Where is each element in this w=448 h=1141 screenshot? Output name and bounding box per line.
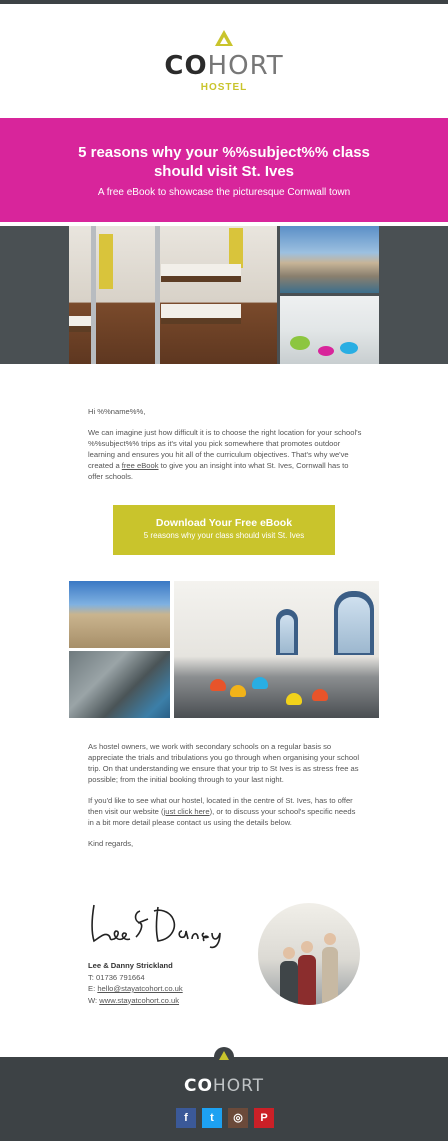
contact-website-link[interactable]: www.stayatcohort.co.uk xyxy=(99,995,180,1005)
hero-title: 5 reasons why your %%subject%% class should visit St. Ives xyxy=(78,144,370,180)
owners-paragraph: As hostel owners, we work with secondary schools on a regular basis so appreciate the trials and tribulations you go through when organising your school trip. On that understanding we ensure that your trip to St Ives is as stress free as possible; from the initial booking through to your last night. xyxy=(88,742,360,784)
contact-details: Lee & Danny Strickland T: 01736 791664 E: hello@stayatcohort.co.uk W: www.stayatcohort.co.uk xyxy=(88,961,183,1005)
instagram-icon[interactable]: ◎ xyxy=(228,1108,248,1128)
logo-wordmark xyxy=(0,52,448,80)
footer xyxy=(0,1057,448,1141)
download-ebook-button[interactable] xyxy=(113,505,335,555)
logo-triangle-icon xyxy=(215,30,233,46)
hero-banner xyxy=(0,118,448,222)
twitter-icon[interactable]: t xyxy=(202,1108,222,1128)
contact-email-link[interactable]: hello@stayatcohort.co.uk xyxy=(97,984,183,993)
bunk-room-photo xyxy=(69,226,277,364)
footer-triangle-icon xyxy=(214,1047,234,1067)
hostel-hall-photo xyxy=(174,581,379,718)
hero-subtitle: A free eBook to showcase the picturesque Cornwall town xyxy=(97,187,351,198)
pinterest-icon[interactable]: P xyxy=(254,1108,274,1128)
logo-co: CO xyxy=(164,51,208,81)
free-ebook-link[interactable]: free eBook xyxy=(121,461,159,470)
intro-paragraph: We can imagine just how difficult it is to choose the right location for your school's %%subject%% trips as it's vital you pick somewhere that promotes outdoor learning and ensures you hit all of the curriculum objectives. That's why we've created a free eBook to give you an insight into what St. Ives, Cornwall has to offer schools. xyxy=(88,428,362,481)
logo-hort: HORT xyxy=(207,51,284,81)
owners-portrait-photo xyxy=(258,903,360,1005)
contact-name: Lee & Danny Strickland xyxy=(88,961,173,970)
facebook-icon[interactable]: f xyxy=(176,1108,196,1128)
logo-subtitle: HOSTEL xyxy=(200,82,248,93)
handwritten-signature xyxy=(88,897,228,949)
rock-climbing-photo xyxy=(69,651,170,718)
header-logo[interactable] xyxy=(0,30,448,93)
contact-phone: 01736 791664 xyxy=(96,972,145,982)
greeting: Hi %%name%%, xyxy=(88,407,146,416)
photo-gallery xyxy=(0,226,448,364)
website-link[interactable]: just click here xyxy=(163,807,210,816)
website-paragraph: If you'd like to see what our hostel, located in the centre of St. Ives, has to offer then visit our website (just click here), or to discuss your school's specific needs in a bit more detail please contact us using the details below. xyxy=(88,796,356,827)
cta-subtitle: 5 reasons why your class should visit St. Ives xyxy=(143,531,305,540)
sign-off: Kind regards, xyxy=(88,839,134,848)
georgian-building-photo xyxy=(69,581,170,648)
lounge-photo xyxy=(280,296,379,364)
st-ives-harbour-photo xyxy=(280,226,379,293)
footer-logo[interactable]: COHORT xyxy=(183,1076,265,1096)
body-text xyxy=(88,741,363,859)
intro-text xyxy=(88,406,363,492)
top-bar xyxy=(0,0,448,4)
cta-title: Download Your Free eBook xyxy=(155,517,293,529)
